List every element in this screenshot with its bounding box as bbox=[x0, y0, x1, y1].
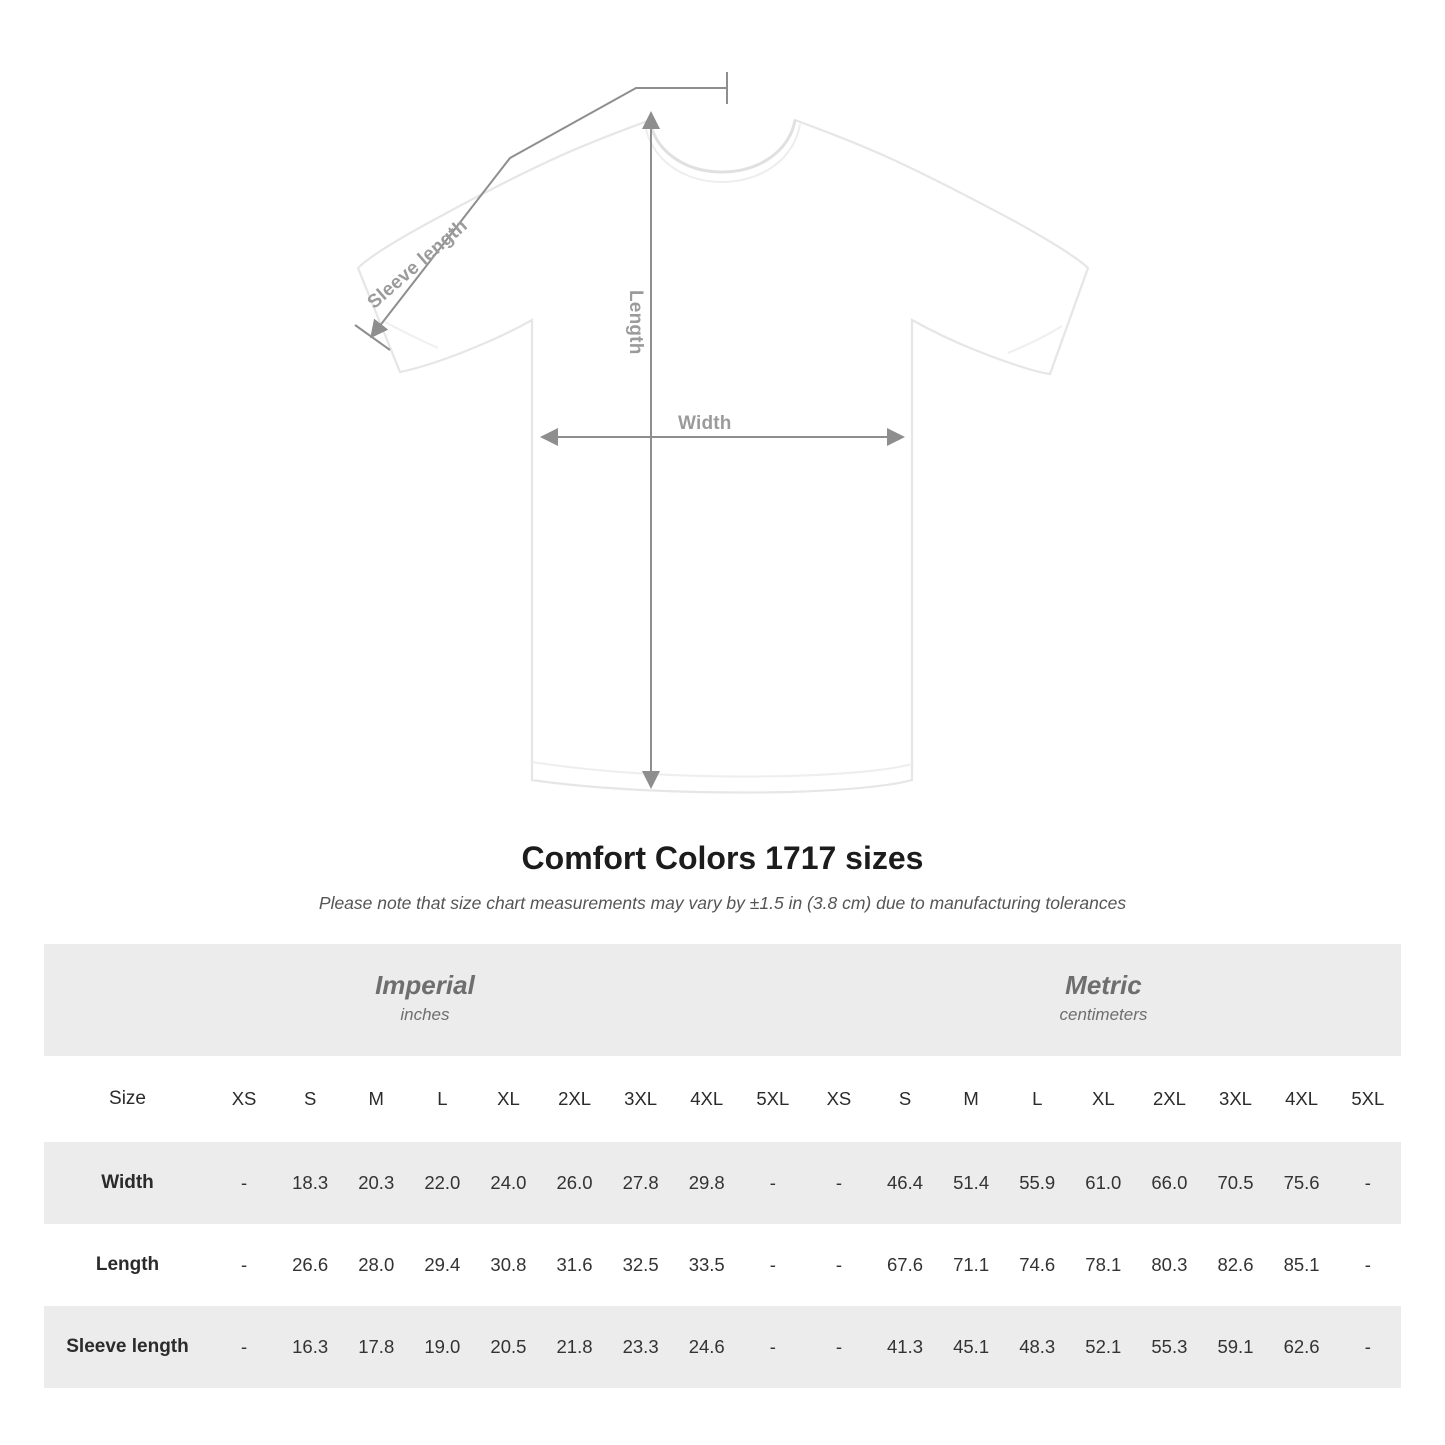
col-header-metric-2xl: 2XL bbox=[1136, 1056, 1202, 1142]
sleeve-imperial-xs: - bbox=[211, 1306, 277, 1388]
width-metric-m: 51.4 bbox=[938, 1142, 1004, 1224]
length-imperial-xl: 30.8 bbox=[475, 1224, 541, 1306]
col-header-imperial-xs: XS bbox=[211, 1056, 277, 1142]
table-row bbox=[44, 1142, 1401, 1224]
width-label: Width bbox=[678, 413, 732, 434]
imperial-group-header bbox=[44, 944, 806, 1056]
width-imperial-5xl: - bbox=[740, 1142, 806, 1224]
size-column-header: Size bbox=[44, 1056, 211, 1142]
col-header-metric-4xl: 4XL bbox=[1269, 1056, 1335, 1142]
tshirt-shape bbox=[358, 120, 1088, 793]
width-imperial-m: 20.3 bbox=[343, 1142, 409, 1224]
sleeve-length-label: Sleeve length bbox=[363, 215, 472, 314]
table-row bbox=[44, 1224, 1401, 1306]
col-header-imperial-xl: XL bbox=[475, 1056, 541, 1142]
length-imperial-4xl: 33.5 bbox=[674, 1224, 740, 1306]
length-imperial-xs: - bbox=[211, 1224, 277, 1306]
sleeve-imperial-l: 19.0 bbox=[409, 1306, 475, 1388]
page-title: Comfort Colors 1717 sizes bbox=[521, 840, 924, 876]
width-metric-l: 55.9 bbox=[1004, 1142, 1070, 1224]
col-header-metric-s: S bbox=[872, 1056, 938, 1142]
metric-group-header bbox=[806, 944, 1401, 1056]
width-metric-xs: - bbox=[806, 1142, 872, 1224]
imperial-unit: inches bbox=[400, 1005, 450, 1025]
width-imperial-2xl: 26.0 bbox=[541, 1142, 607, 1224]
length-imperial-2xl: 31.6 bbox=[541, 1224, 607, 1306]
width-imperial-l: 22.0 bbox=[409, 1142, 475, 1224]
col-header-imperial-4xl: 4XL bbox=[674, 1056, 740, 1142]
col-header-metric-xs: XS bbox=[806, 1056, 872, 1142]
length-metric-s: 67.6 bbox=[872, 1224, 938, 1306]
sleeve-imperial-3xl: 23.3 bbox=[608, 1306, 674, 1388]
sleeve-imperial-4xl: 24.6 bbox=[674, 1306, 740, 1388]
length-imperial-3xl: 32.5 bbox=[608, 1224, 674, 1306]
sleeve-metric-2xl: 55.3 bbox=[1136, 1306, 1202, 1388]
length-metric-xs: - bbox=[806, 1224, 872, 1306]
col-header-imperial-3xl: 3XL bbox=[608, 1056, 674, 1142]
size-table-wrapper bbox=[44, 944, 1401, 1388]
table-row bbox=[44, 1306, 1401, 1388]
row-label-width: Width bbox=[44, 1142, 211, 1224]
sleeve-metric-5xl: - bbox=[1335, 1306, 1401, 1388]
length-metric-2xl: 80.3 bbox=[1136, 1224, 1202, 1306]
length-imperial-s: 26.6 bbox=[277, 1224, 343, 1306]
col-header-metric-3xl: 3XL bbox=[1202, 1056, 1268, 1142]
sleeve-metric-m: 45.1 bbox=[938, 1306, 1004, 1388]
sleeve-metric-xs: - bbox=[806, 1306, 872, 1388]
length-metric-3xl: 82.6 bbox=[1202, 1224, 1268, 1306]
sleeve-metric-4xl: 62.6 bbox=[1269, 1306, 1335, 1388]
width-imperial-xl: 24.0 bbox=[475, 1142, 541, 1224]
width-imperial-s: 18.3 bbox=[277, 1142, 343, 1224]
sleeve-imperial-5xl: - bbox=[740, 1306, 806, 1388]
length-metric-4xl: 85.1 bbox=[1269, 1224, 1335, 1306]
size-table bbox=[44, 944, 1401, 1388]
sleeve-metric-3xl: 59.1 bbox=[1202, 1306, 1268, 1388]
length-metric-xl: 78.1 bbox=[1070, 1224, 1136, 1306]
sleeve-metric-xl: 52.1 bbox=[1070, 1306, 1136, 1388]
length-imperial-l: 29.4 bbox=[409, 1224, 475, 1306]
width-metric-3xl: 70.5 bbox=[1202, 1142, 1268, 1224]
sleeve-imperial-xl: 20.5 bbox=[475, 1306, 541, 1388]
sleeve-metric-s: 41.3 bbox=[872, 1306, 938, 1388]
width-metric-4xl: 75.6 bbox=[1269, 1142, 1335, 1224]
width-metric-5xl: - bbox=[1335, 1142, 1401, 1224]
col-header-metric-5xl: 5XL bbox=[1335, 1056, 1401, 1142]
length-metric-5xl: - bbox=[1335, 1224, 1401, 1306]
length-metric-l: 74.6 bbox=[1004, 1224, 1070, 1306]
width-imperial-3xl: 27.8 bbox=[608, 1142, 674, 1224]
length-metric-m: 71.1 bbox=[938, 1224, 1004, 1306]
size-header-row bbox=[44, 1056, 1401, 1142]
width-imperial-xs: - bbox=[211, 1142, 277, 1224]
unit-header-row bbox=[44, 944, 1401, 1056]
col-header-metric-xl: XL bbox=[1070, 1056, 1136, 1142]
metric-unit: centimeters bbox=[1059, 1005, 1148, 1025]
col-header-imperial-2xl: 2XL bbox=[541, 1056, 607, 1142]
metric-name: Metric bbox=[1065, 970, 1142, 1001]
length-imperial-5xl: - bbox=[740, 1224, 806, 1306]
width-imperial-4xl: 29.8 bbox=[674, 1142, 740, 1224]
col-header-imperial-m: M bbox=[343, 1056, 409, 1142]
width-metric-s: 46.4 bbox=[872, 1142, 938, 1224]
sleeve-metric-l: 48.3 bbox=[1004, 1306, 1070, 1388]
col-header-imperial-l: L bbox=[409, 1056, 475, 1142]
sleeve-imperial-m: 17.8 bbox=[343, 1306, 409, 1388]
row-label-length: Length bbox=[44, 1224, 211, 1306]
col-header-imperial-5xl: 5XL bbox=[740, 1056, 806, 1142]
col-header-metric-m: M bbox=[938, 1056, 1004, 1142]
title-block bbox=[0, 840, 1445, 914]
col-header-imperial-s: S bbox=[277, 1056, 343, 1142]
length-label: Length bbox=[625, 290, 646, 355]
tolerance-note: Please note that size chart measurements may vary by ±1.5 in (3.8 cm) due to manufacturing tolerances bbox=[318, 893, 1127, 913]
col-header-metric-l: L bbox=[1004, 1056, 1070, 1142]
row-label-sleeve-length: Sleeve length bbox=[44, 1306, 211, 1388]
sleeve-imperial-s: 16.3 bbox=[277, 1306, 343, 1388]
length-imperial-m: 28.0 bbox=[343, 1224, 409, 1306]
width-metric-xl: 61.0 bbox=[1070, 1142, 1136, 1224]
imperial-name: Imperial bbox=[375, 970, 475, 1001]
sleeve-imperial-2xl: 21.8 bbox=[541, 1306, 607, 1388]
width-metric-2xl: 66.0 bbox=[1136, 1142, 1202, 1224]
